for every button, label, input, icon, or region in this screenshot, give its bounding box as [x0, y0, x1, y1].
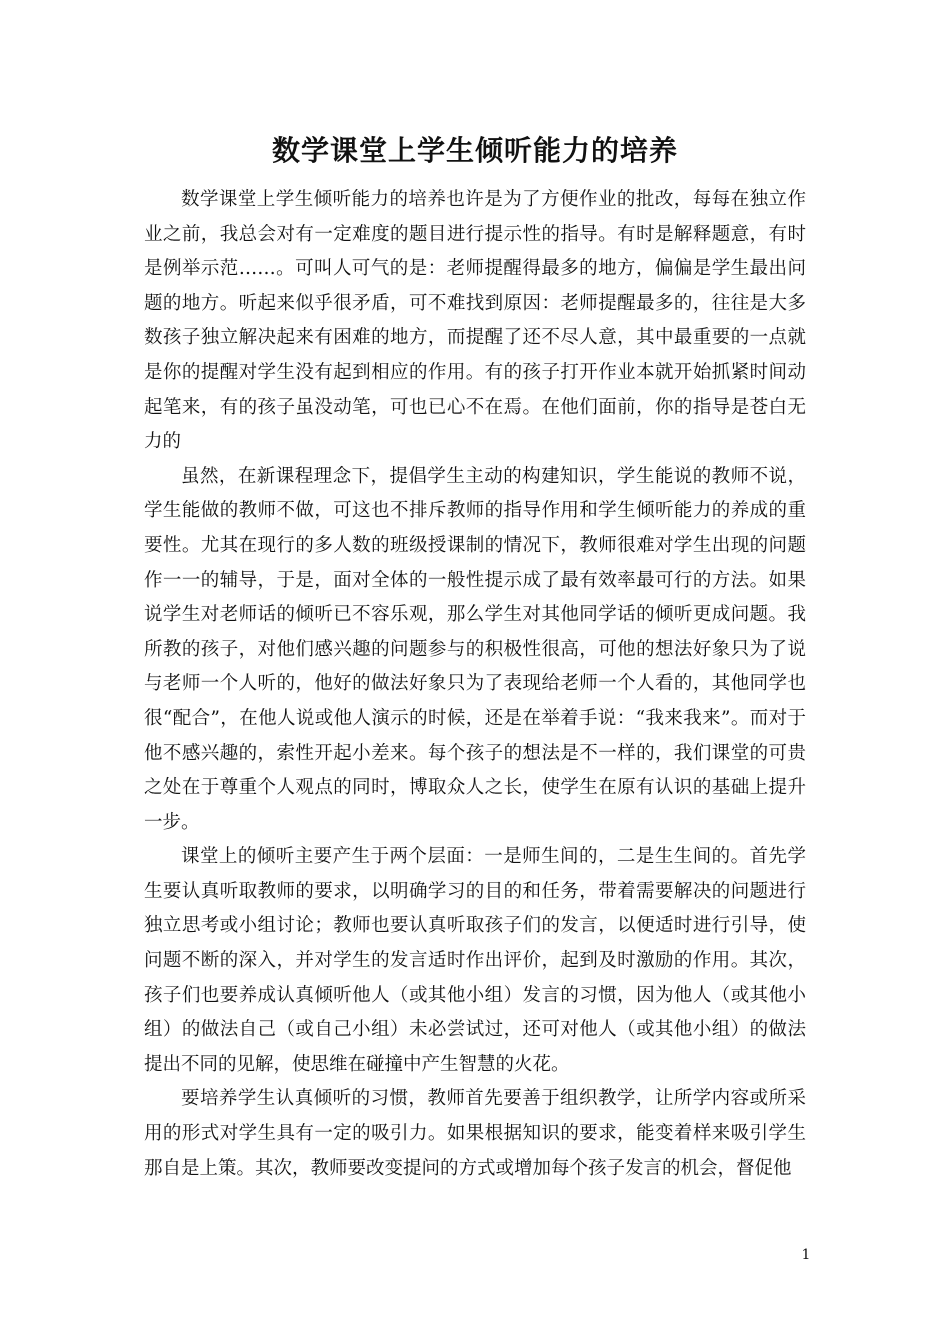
paragraph-1: 数学课堂上学生倾听能力的培养也许是为了方便作业的批改，每每在独立作业之前，我总会对有一定难度的题目进行提示性的指导。有时是解释题意，有时是例举示范……。可叫人可气的是：老师提醒得最多的地方，偏偏是学生最出问题的地方。听起来似乎很矛盾，可不难找到原因：老师提醒最多的，往往是大多数孩子独立解决起来有困难的地方，而提醒了还不尽人意，其中最重要的一点就是你的提醒对学生没有起到相应的作用。有的孩子打开作业本就开始抓紧时间动起笔来，有的孩子虽没动笔，可也已心不在焉。在他们面前，你的指导是苍白无力的 [144, 189, 806, 453]
document-title: 数学课堂上学生倾听能力的培养 [271, 134, 678, 167]
paragraph-3: 课堂上的倾听主要产生于两个层面：一是师生间的，二是生生间的。首先学生要认真听取教师的要求，以明确学习的目的和任务，带着需要解决的问题进行独立思考或小组讨论；教师也要认真听取孩子们的发言，以便适时进行引导，使问题不断的深入，并对学生的发言适时作出评价，起到及时激励的作用。其次，孩子们也要养成认真倾听他人（或其他小组）发言的习惯，因为他人（或其他小组）的做法自己（或自己小组）未必尝试过，还可对他人（或其他小组）的做法提出不同的见解，使思维在碰撞中产生智慧的火花。 [144, 846, 806, 1075]
paragraph-4: 要培养学生认真倾听的习惯，教师首先要善于组织教学，让所学内容或所采用的形式对学生具有一定的吸引力。如果根据知识的要求，能变着样来吸引学生那自是上策。其次，教师要改变提问的方式或增加每个孩子发言的机会，督促他 [144, 1088, 806, 1179]
page-number: 1 [801, 1247, 811, 1263]
document-body [144, 183, 806, 1186]
paragraph-2: 虽然，在新课程理念下，提倡学生主动的构建知识，学生能说的教师不说，学生能做的教师不做，可这也不排斥教师的指导作用和学生倾听能力的养成的重要性。尤其在现行的多人数的班级授课制的情况下，教师很难对学生出现的问题作一一的辅导，于是，面对全体的一般性提示成了最有效率最可行的方法。如果说学生对老师话的倾听已不容乐观，那么学生对其他同学话的倾听更成问题。我所教的孩子，对他们感兴趣的问题参与的积极性很高，可他的想法好象只为了说与老师一个人听的，他好的做法好象只为了表现给老师一个人看的，其他同学也很“配合”，在他人说或他人演示的时候，还是在举着手说：“我来我来”。而对于他不感兴趣的，索性开起小差来。每个孩子的想法是不一样的，我们课堂的可贵之处在于尊重个人观点的同时，博取众人之长，使学生在原有认识的基础上提升一步。 [144, 465, 806, 833]
